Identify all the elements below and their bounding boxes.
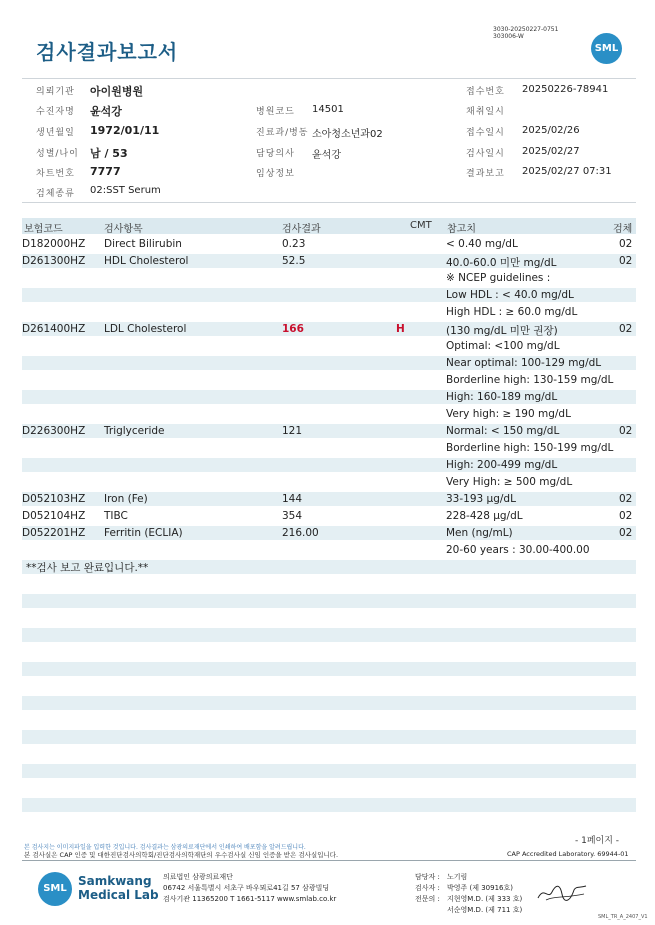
field-value: 소아청소년과02 bbox=[312, 129, 383, 140]
field-value: 14501 bbox=[312, 104, 344, 115]
field-value: 2025/02/27 07:31 bbox=[522, 166, 612, 177]
cell-result: 0.23 bbox=[282, 238, 306, 250]
cap-accreditation: CAP Accredited Laboratory. 69944-01 bbox=[507, 850, 629, 858]
field-label: 결과보고 bbox=[466, 169, 505, 179]
row-stripe bbox=[22, 594, 636, 608]
cell-specimen: 02 bbox=[619, 238, 633, 250]
field-label: 진료과/병동 bbox=[256, 128, 309, 138]
row-stripe bbox=[22, 730, 636, 744]
divider bbox=[22, 78, 636, 79]
col-header-result: 검사결과 bbox=[282, 224, 321, 235]
table-row bbox=[0, 289, 655, 306]
field-value: 아이원병원 bbox=[90, 85, 144, 98]
cell-code: D226300HZ bbox=[22, 425, 86, 437]
cell-result: 52.5 bbox=[282, 255, 306, 267]
table-row bbox=[0, 493, 655, 510]
document-id-line1: 3030-20250227-0751 bbox=[493, 26, 559, 33]
cell-specimen: 02 bbox=[619, 510, 633, 522]
cell-reference: High: 200-499 mg/dL bbox=[446, 459, 558, 471]
field-value: 2025/02/26 bbox=[522, 125, 580, 136]
row-stripe bbox=[22, 764, 636, 778]
field-value: 남 / 53 bbox=[90, 147, 128, 160]
cell-reference: Near optimal: 100-129 mg/dL bbox=[446, 357, 602, 369]
cell-reference: < 0.40 mg/dL bbox=[446, 238, 518, 250]
staff-line bbox=[415, 894, 522, 905]
report-title: 검사결과보고서 bbox=[36, 40, 179, 64]
cell-result: 216.00 bbox=[282, 527, 319, 539]
accreditation-notice: 본 검사실은 CAP 인증 및 대한진단검사의학회/진단검사의학재단의 우수검사실 신임 인증을 받은 검사실입니다. bbox=[24, 851, 339, 859]
staff-line bbox=[415, 872, 522, 883]
cell-reference: 20-60 years : 30.00-400.00 bbox=[446, 544, 590, 556]
staff-label: 전문의 : bbox=[415, 895, 440, 903]
table-row bbox=[0, 374, 655, 391]
table-row bbox=[0, 323, 655, 340]
field-label: 검체종류 bbox=[36, 189, 75, 199]
lab-name-line1: Samkwang bbox=[78, 874, 152, 888]
cell-reference: Very high: ≥ 190 mg/dL bbox=[446, 408, 571, 420]
document-id bbox=[493, 26, 558, 40]
cell-reference: Men (ng/mL) bbox=[446, 527, 513, 539]
cell-reference: Borderline high: 130-159 mg/dL bbox=[446, 374, 614, 386]
sml-footer-logo-icon: SML bbox=[38, 872, 72, 906]
row-stripe bbox=[22, 662, 636, 676]
cell-result: 144 bbox=[282, 493, 303, 505]
field-label: 채취일시 bbox=[466, 107, 505, 117]
table-row bbox=[0, 391, 655, 408]
cell-code: D261400HZ bbox=[22, 323, 86, 335]
table-row bbox=[0, 425, 655, 442]
page-number: - 1페이지 - bbox=[575, 836, 620, 846]
divider bbox=[22, 202, 636, 203]
table-row bbox=[0, 238, 655, 255]
table-row bbox=[0, 476, 655, 493]
field-value: 02:SST Serum bbox=[90, 185, 161, 196]
field-label: 임상정보 bbox=[256, 169, 295, 179]
field-value: 1972/01/11 bbox=[90, 124, 160, 137]
row-stripe bbox=[22, 628, 636, 642]
form-code: SML_TR_A_2407_V1 bbox=[598, 914, 648, 920]
field-value: 윤석강 bbox=[90, 105, 122, 118]
staff-list bbox=[415, 872, 522, 916]
cell-specimen: 02 bbox=[619, 493, 633, 505]
cell-reference: Borderline high: 150-199 mg/dL bbox=[446, 442, 614, 454]
staff-line bbox=[415, 883, 522, 894]
table-row bbox=[0, 459, 655, 476]
cell-result: 354 bbox=[282, 510, 303, 522]
cell-reference: High HDL : ≥ 60.0 mg/dL bbox=[446, 306, 578, 318]
cell-item: Triglyceride bbox=[104, 425, 165, 437]
cell-code: D182000HZ bbox=[22, 238, 86, 250]
footer-notice: 본 검사지는 이미지파일을 입력한 것입니다. 검사결과는 삼광의료재단에서 인쇄하여 배포함을 알려드립니다. bbox=[24, 844, 306, 851]
table-row bbox=[0, 408, 655, 425]
cell-item: HDL Cholesterol bbox=[104, 255, 189, 267]
cell-reference: (130 mg/dL 미만 권장) bbox=[446, 325, 558, 337]
col-header-reference: 참고치 bbox=[447, 224, 476, 235]
staff-label: 담당자 : bbox=[415, 873, 440, 881]
staff-value: 지현영M.D. (제 333 호) bbox=[447, 895, 523, 903]
staff-value: 노기림 bbox=[447, 873, 468, 881]
table-row bbox=[0, 442, 655, 459]
field-label: 접수번호 bbox=[466, 87, 505, 97]
table-row bbox=[0, 272, 655, 289]
lab-contact: 검사기관 11365200 T 1661-5117 www.smlab.co.kr bbox=[163, 895, 337, 903]
staff-label: 검사자 : bbox=[415, 884, 440, 892]
staff-value: 박영주 (제 30916호) bbox=[447, 884, 513, 892]
table-row bbox=[0, 544, 655, 561]
cell-specimen: 02 bbox=[619, 527, 633, 539]
cell-code: D052104HZ bbox=[22, 510, 86, 522]
lab-name-line2: Medical Lab bbox=[78, 888, 159, 902]
field-value: 7777 bbox=[90, 165, 121, 178]
table-row bbox=[0, 340, 655, 357]
sml-logo: SML bbox=[591, 33, 622, 64]
cell-specimen: 02 bbox=[619, 425, 633, 437]
completion-note: **검사 보고 완료입니다.** bbox=[26, 562, 149, 574]
table-row bbox=[0, 255, 655, 272]
cell-specimen: 02 bbox=[619, 323, 633, 335]
cell-code: D052103HZ bbox=[22, 493, 86, 505]
cell-reference: Very High: ≥ 500 mg/dL bbox=[446, 476, 573, 488]
cell-reference: High: 160-189 mg/dL bbox=[446, 391, 558, 403]
cell-item: TIBC bbox=[104, 510, 128, 522]
field-label: 접수일시 bbox=[466, 128, 505, 138]
document-id-line2: 303006-W bbox=[493, 33, 524, 40]
field-label: 생년월일 bbox=[36, 128, 75, 138]
staff-line bbox=[415, 905, 522, 916]
cell-cmt: H bbox=[396, 323, 405, 335]
table-row bbox=[0, 357, 655, 374]
col-header-code: 보험코드 bbox=[24, 224, 63, 235]
cell-reference: ※ NCEP guidelines : bbox=[446, 272, 551, 284]
lab-name bbox=[78, 874, 159, 902]
cell-item: Direct Bilirubin bbox=[104, 238, 182, 250]
row-stripe bbox=[22, 696, 636, 710]
staff-value: 서순영M.D. (제 711 호) bbox=[447, 906, 523, 914]
col-header-cmt: CMT bbox=[410, 220, 432, 231]
cell-result: 166 bbox=[282, 323, 304, 335]
col-header-specimen: 검체 bbox=[613, 224, 633, 235]
row-stripe bbox=[22, 798, 636, 812]
field-label: 성별/나이 bbox=[36, 149, 79, 159]
cell-reference: Normal: < 150 mg/dL bbox=[446, 425, 560, 437]
cell-code: D261300HZ bbox=[22, 255, 86, 267]
cell-reference: 40.0-60.0 미만 mg/dL bbox=[446, 257, 557, 269]
cell-item: LDL Cholesterol bbox=[104, 323, 187, 335]
cell-item: Ferritin (ECLIA) bbox=[104, 527, 183, 539]
table-row bbox=[0, 306, 655, 323]
cell-reference: Low HDL : < 40.0 mg/dL bbox=[446, 289, 574, 301]
field-value: 윤석강 bbox=[312, 150, 341, 161]
field-value: 2025/02/27 bbox=[522, 146, 580, 157]
table-row bbox=[0, 527, 655, 544]
cell-reference: 33-193 μg/dL bbox=[446, 493, 516, 505]
cell-item: Iron (Fe) bbox=[104, 493, 148, 505]
lab-info bbox=[163, 872, 336, 905]
lab-address: 06742 서울특별시 서초구 바우뫼로41길 57 삼광빌딩 bbox=[163, 884, 330, 892]
field-label: 수진자명 bbox=[36, 107, 75, 117]
col-header-item: 검사항목 bbox=[104, 224, 143, 235]
field-value: 20250226-78941 bbox=[522, 84, 609, 95]
field-label: 담당의사 bbox=[256, 149, 295, 159]
cell-result: 121 bbox=[282, 425, 303, 437]
cell-reference: Optimal: <100 mg/dL bbox=[446, 340, 560, 352]
field-label: 병원코드 bbox=[256, 107, 295, 117]
field-label: 의뢰기관 bbox=[36, 87, 75, 97]
field-label: 검사일시 bbox=[466, 149, 505, 159]
table-row bbox=[0, 510, 655, 527]
field-label: 차트번호 bbox=[36, 169, 75, 179]
lab-org: 의료법인 삼광의료재단 bbox=[163, 873, 233, 881]
footer-divider bbox=[22, 860, 636, 861]
cell-code: D052201HZ bbox=[22, 527, 86, 539]
cell-specimen: 02 bbox=[619, 255, 633, 267]
signature-icon bbox=[536, 880, 588, 906]
cell-reference: 228-428 μg/dL bbox=[446, 510, 523, 522]
